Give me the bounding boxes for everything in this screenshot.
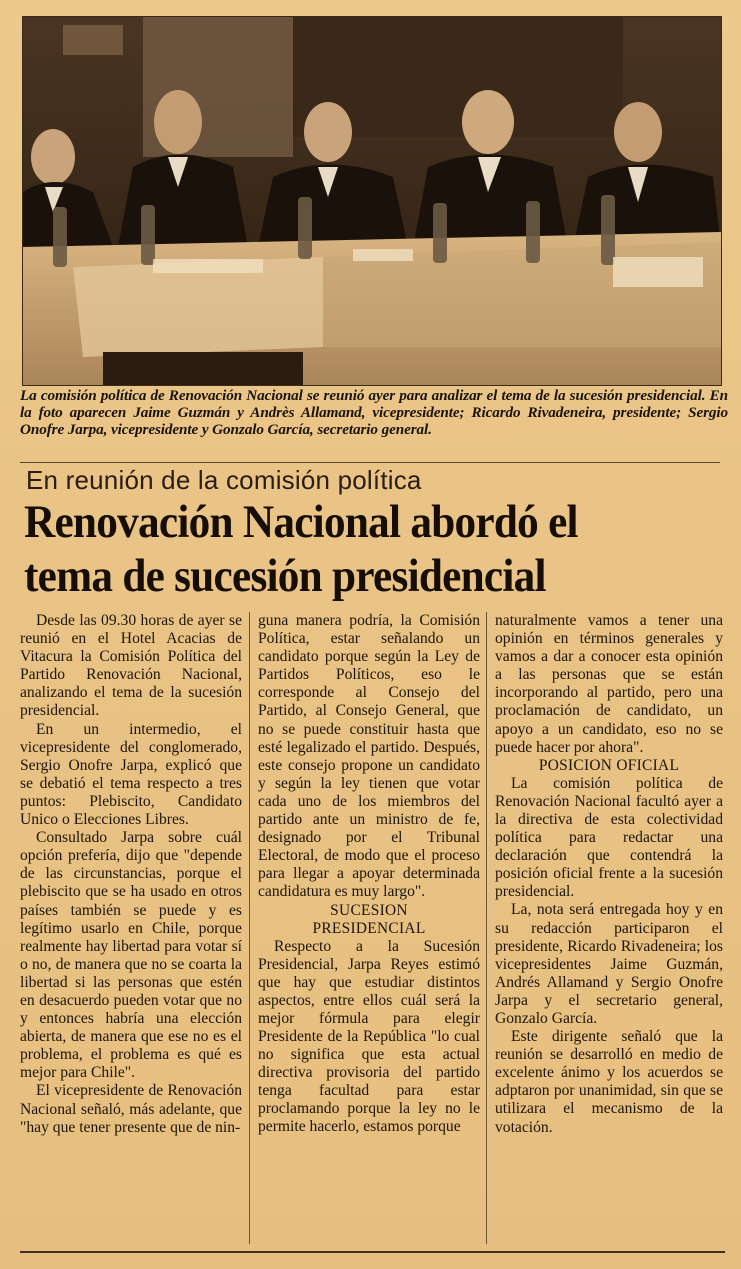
article-headline bbox=[24, 496, 684, 604]
article-column-1 bbox=[20, 612, 242, 1137]
paragraph: Respecto a la Sucesión Presidencial, Jarpa Reyes estimó que hay que estudiar distintos aspectos, entre ellos cuál será la mejor fórmula para elegir Presidente de la República "lo cual no significa que esta actual directiva provisoria del partido tenga facultad para estar proclamando porque la ley no le permite hacerlo, estamos porque bbox=[258, 937, 480, 1136]
meeting-photo-illustration bbox=[23, 17, 721, 385]
meeting-photo bbox=[22, 16, 722, 386]
caption-divider bbox=[20, 462, 720, 463]
article-kicker: En reunión de la comisión política bbox=[26, 465, 422, 495]
headline-line-1: Renovación Nacional abordó el bbox=[24, 497, 578, 548]
article-column-3 bbox=[495, 612, 723, 1137]
article-column-2 bbox=[258, 612, 480, 1137]
paragraph: El vicepresidente de Renovación Nacional señaló, más adelante, que "hay que tener presente que de nin- bbox=[20, 1082, 242, 1136]
headline-line-2: tema de sucesión presidencial bbox=[24, 551, 546, 602]
photo-caption: La comisión política de Renovación Nacional se reunió ayer para analizar el tema de la sucesión presidencial. En la foto aparecen Jaime Guzmán y Andrès Allamand, vicepresidente; Ricardo Rivadeneira, presidente; Sergio Onofre Jarpa, vicepresidente y Gonzalo García, secretario general. bbox=[20, 387, 728, 438]
paragraph: Este dirigente señaló que la reunión se desarrolló en medio de excelente ánimo y los acuerdos se adptaron por unanimidad, sin que se utilizara el mecanismo de la votación. bbox=[495, 1028, 723, 1136]
paragraph: Desde las 09.30 horas de ayer se reunió en el Hotel Acacias de Vitacura la Comisión Política del Partido Renovación Nacional, analizando el tema de la sucesión presidencial. bbox=[20, 612, 242, 720]
paragraph: guna manera podría, la Comisión Política, estar señalando un candidato porque según la Ley de Partidos Políticos, eso le corresponde al Consejo del Partido, al Consejo General, que no se puede constituir hasta que esté legalizado el partido. Después, este consejo propone un candidato y según la ley tienen que votar cada uno de los miembros del partido ante un ministro de fe, designado por el Tribunal Electoral, de modo que el proceso para llegar a apoyar determinada candidatura es muy largo". bbox=[258, 612, 480, 901]
column-divider bbox=[249, 612, 250, 1244]
paragraph: Consultado Jarpa sobre cuál opción prefería, dijo que "depende de las circunstancias, porque el plebiscito que se ha usado en otros países también se puede y es legítimo usarlo en Chile, porque realmente hay libertad para votar sí o no, de manera que no se coarta la libertad si las personas que estén en desacuerdo pueden votar que no y entonces habría una elección abierta, de manera que ese no es el problema, el problema es qué es mejor para Chile". bbox=[20, 829, 242, 1082]
bottom-rule bbox=[20, 1251, 725, 1253]
paragraph: La comisión política de Renovación Nacional facultó ayer a la directiva de esta colectividad política para redactar una declaración que contendrá la posición oficial frente a la sucesión presidencial. bbox=[495, 774, 723, 901]
paragraph: naturalmente vamos a tener una opinión en términos generales y vamos a dar a conocer esta opinión a las personas que se están incorporando al partido, pero una proclamación de candidato, un apoyo a un candidato, eso no se puede hacer por ahora". bbox=[495, 612, 723, 756]
subhead-line-2: PRESIDENCIAL bbox=[312, 919, 426, 937]
section-subhead-sucesion bbox=[258, 902, 480, 938]
paragraph: En un intermedio, el vicepresidente del conglomerado, Sergio Onofre Jarpa, explicó que se debatió el tema respecto a tres puntos: Plebiscito, Candidato Unico o Elecciones Libres. bbox=[20, 720, 242, 829]
section-subhead-posicion: POSICION OFICIAL bbox=[538, 756, 680, 774]
subhead-line-1: SUCESION bbox=[330, 901, 408, 919]
column-divider bbox=[486, 612, 487, 1244]
paragraph: La, nota será entregada hoy y en su redacción participaron el presidente, Ricardo Rivadeneira; los vicepresidentes Jaime Guzmán, Andrés Allamand y Sergio Onofre Jarpa y el secretario general, Gonzalo García. bbox=[495, 901, 723, 1027]
